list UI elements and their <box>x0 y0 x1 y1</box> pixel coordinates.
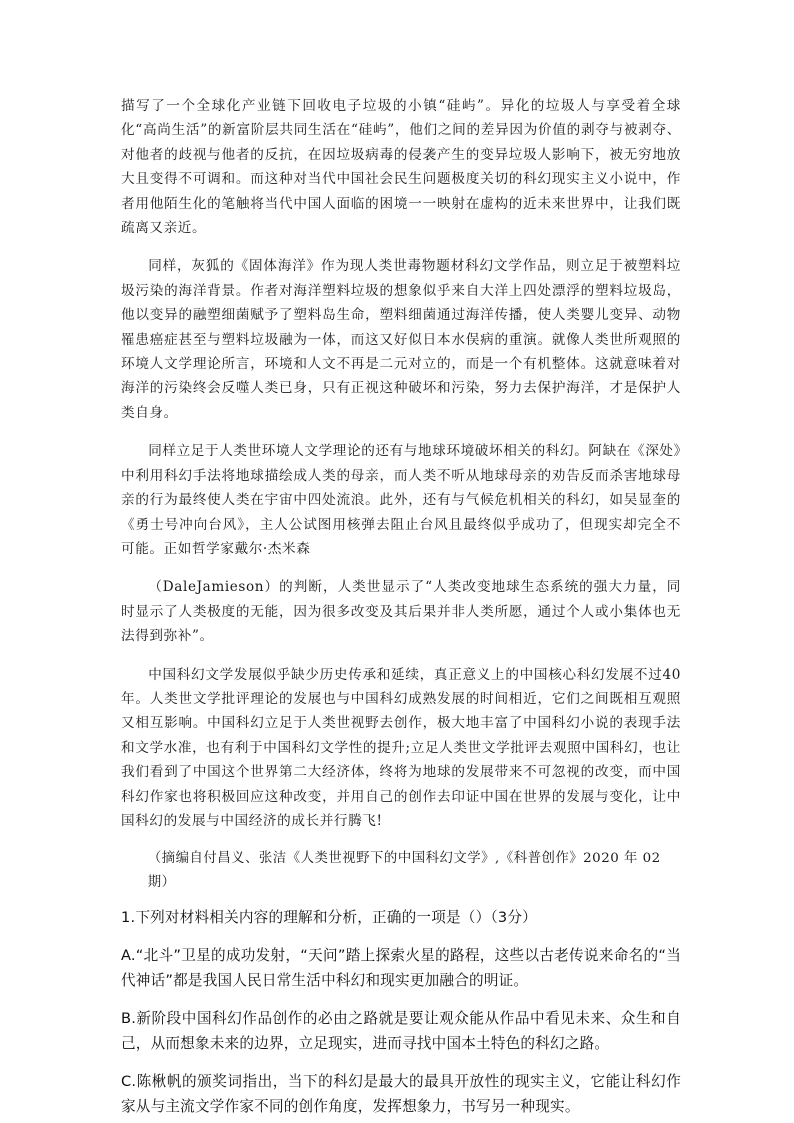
article-paragraph-2: 同样，灰狐的《固体海洋》作为现人类世毒物题材科幻文学作品，则立足于被塑料垃圾污染的海洋背景。作者对海洋塑料垃圾的想象似乎来自大洋上四处漂浮的塑料垃圾岛，他以变异的融塑细菌赋予了塑料岛生命，塑料细菌通过海洋传播，使人类婴儿变异、动物罹患癌症甚至与塑料垃圾融为一体，而这又好似日本水俣病的重演。就像人类世所观照的环境人文学理论所言，环境和人文不再是二元对立的，而是一个有机整体。这就意味着对海洋的污染终会反噬人类已身，只有正视这种破坏和污染，努力去保护海洋，才是保护人类自身。 <box>121 258 681 421</box>
question-option-c: C.陈楸帆的颁奖词指出，当下的科幻是最大的最具开放性的现实主义，它能让科幻作家从与主流文学作家不同的创作角度，发挥想象力，书写另一种现实。 <box>121 1072 681 1116</box>
article-source-citation: （摘编自付昌义、张洁《人类世视野下的中国科幻文学》,《科普创作》2020 年 02 期） <box>147 851 661 891</box>
article-paragraph-5: 中国科幻文学发展似乎缺少历史传承和延续，真正意义上的中国核心科幻发展不过40年。人类世文学批评理论的发展也与中国科幻成熟发展的时间相近，它们之间既相互观照又相互影响。中国科幻立足于人类世视野去创作，极大地丰富了中国科幻小说的表现手法和文学水准，也有利于中国科幻文学性的提升;立足人类世文学批评去观照中国科幻，也让我们看到了中国这个世界第二大经济体，终将为地球的发展带来不可忽视的改变，而中国科幻作家也将积极回应这种改变，并用自己的创作去印证中国在世界的发展与变化，让中国科幻的发展与中国经济的成长并行腾飞! <box>121 666 681 829</box>
article-paragraph-3: 同样立足于人类世环境人文学理论的还有与地球环境破坏相关的科幻。阿缺在《深处》中利用科幻手法将地球描绘成人类的母亲，而人类不听从地球母亲的劝告反而杀害地球母亲的行为最终使人类在宇宙中四处流浪。此外，还有与气候危机相关的科幻，如吴显奎的《勇士号冲向台风》，主人公试图用核弹去阻止台风且最终似乎成功了，但现实却完全不可能。正如哲学家戴尔·杰米森 <box>121 443 681 557</box>
article-paragraph-4: （DaleJamieson）的判断，人类世显示了“人类改变地球生态系统的强大力量，同时显示了人类极度的无能，因为很多改变及其后果并非人类所愿，通过个人或小集体也无法得到弥补”。 <box>121 579 681 645</box>
question-stem: 1.下列对材料相关内容的理解和分析，正确的一项是（）（3分） <box>121 909 537 927</box>
question-option-a: A.“北斗”卫星的成功发射，“天问”踏上探索火星的路程，这些以古老传说来命名的“当代神话”都是我国人民日常生活中科幻和现实更加融合的明证。 <box>121 946 681 990</box>
article-paragraph-1: 描写了一个全球化产业链下回收电子垃圾的小镇“硅屿”。异化的垃圾人与享受着全球化“高尚生活”的新富阶层共同生活在“硅屿”，他们之间的差异因为价值的剥夺与被剥夺、对他者的歧视与他者的反抗，在因垃圾病毒的侵袭产生的变异垃圾人影响下，被无穷地放大且变得不可调和。而这种对当代中国社会民生问题极度关切的科幻现实主义小说中，作者用他陌生化的笔触将当代中国人面临的困境一一映射在虚构的近未来世界中，让我们既疏离又亲近。 <box>121 98 681 237</box>
question-option-b: B.新阶段中国科幻作品创作的必由之路就是要让观众能从作品中看见未来、众生和自己，从而想象未来的边界，立足现实，进而寻找中国本土特色的科幻之路。 <box>121 1009 681 1053</box>
document-content <box>121 94 681 1120</box>
